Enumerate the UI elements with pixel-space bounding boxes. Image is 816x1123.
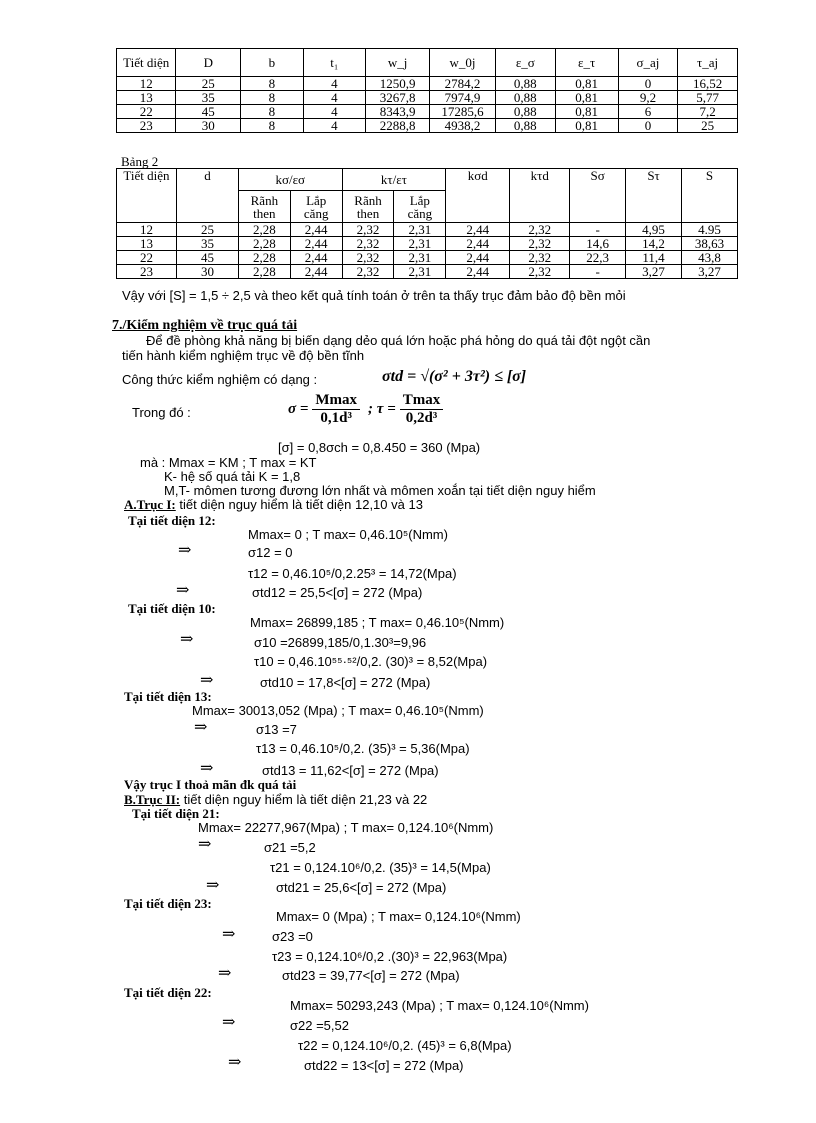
table-2-subheader-cell: Lắp căng (290, 191, 342, 223)
table-cell: 2,44 (446, 237, 510, 251)
table-cell: 14,6 (570, 237, 626, 251)
table-cell: 22 (117, 251, 177, 265)
section-13-title: Tại tiết diện 13: (124, 689, 212, 704)
section-22-line-2: σ22 =5,52 (290, 1018, 349, 1033)
table-cell: 2,32 (510, 223, 570, 237)
table-cell: 3267,8 (366, 91, 430, 105)
table-cell: 25 (678, 119, 738, 133)
table-1-header-cell: Tiết diện (117, 49, 176, 77)
table-cell: 45 (176, 251, 238, 265)
table-cell: 2,44 (290, 237, 342, 251)
table-cell: 2,44 (446, 223, 510, 237)
implies-icon: ⇒ (200, 760, 214, 777)
table-2-header-cell: S (682, 169, 738, 223)
table-cell: 9,2 (618, 91, 677, 105)
table-cell: 8 (241, 91, 303, 105)
table-cell: 0,88 (496, 105, 555, 119)
k-definition: K- hệ số quá tải K = 1,8 (164, 469, 301, 484)
implies-icon: ⇒ (222, 926, 236, 943)
section-13-line-4: σtd13 = 11,62<[σ] = 272 (Mpa) (262, 763, 439, 778)
table-cell: 2,28 (238, 223, 290, 237)
table-cell: 3,27 (682, 265, 738, 279)
implies-icon: ⇒ (222, 1014, 236, 1031)
table-cell: 2,32 (510, 265, 570, 279)
section-12-title: Tại tiết diện 12: (128, 513, 216, 528)
section-10-line-4: σtd10 = 17,8<[σ] = 272 (Mpa) (260, 675, 431, 690)
table-row (117, 223, 738, 237)
section-title: 7./Kiểm nghiệm về trục quá tải (112, 318, 298, 333)
table-cell: 23 (117, 265, 177, 279)
implies-icon: ⇒ (178, 542, 192, 559)
table-cell: - (570, 223, 626, 237)
table-2-subheader-cell: Lắp căng (394, 191, 446, 223)
table-cell: 0 (618, 119, 677, 133)
sigma-numerator: Mmax (312, 392, 360, 410)
table-cell: 0,88 (496, 119, 555, 133)
intro-line-1: Để đề phòng khả năng bị biến dạng dẻo quá lớn hoặc phá hỏng do quá tải đột ngột cần (146, 333, 651, 348)
section-22-line-4: σtd22 = 13<[σ] = 272 (Mpa) (304, 1058, 464, 1073)
table-cell: 5,77 (678, 91, 738, 105)
section-12-line-2: σ12 = 0 (248, 545, 293, 560)
table-cell: 2,31 (394, 251, 446, 265)
table-cell: 0,81 (555, 105, 618, 119)
implies-icon: ⇒ (198, 836, 212, 853)
table-2 (116, 168, 738, 279)
section-22-line-3: τ22 = 0,124.10⁶/0,2. (45)³ = 6,8(Mpa) (298, 1038, 512, 1053)
table-row (117, 91, 738, 105)
table-cell: 4 (303, 119, 366, 133)
table-2-header-cell: d (176, 169, 238, 223)
section-10-line-2: σ10 =26899,185/0,1.30³=9,96 (254, 635, 427, 650)
implies-icon: ⇒ (200, 672, 214, 689)
table-cell: 2,32 (342, 265, 394, 279)
table-row (117, 237, 738, 251)
section-22-title: Tại tiết diện 22: (124, 985, 212, 1000)
table-cell: 2,32 (342, 251, 394, 265)
table-cell: 2,44 (290, 265, 342, 279)
table-cell: 7,2 (678, 105, 738, 119)
mt-definition: M,T- mômen tương đương lớn nhất và mômen xoắn tại tiết diện nguy hiểm (164, 483, 596, 498)
tau-numerator: Tmax (400, 392, 444, 410)
table-cell: 30 (176, 119, 241, 133)
table-cell: 8 (241, 119, 303, 133)
table-cell: 1250,9 (366, 77, 430, 91)
table-cell: 22,3 (570, 251, 626, 265)
table-1-header-cell: ε_τ (555, 49, 618, 77)
table-1-header-cell: σ_aj (618, 49, 677, 77)
tau-denominator: 0,2d³ (405, 410, 438, 426)
section-23-line-2: σ23 =0 (272, 929, 313, 944)
section-23-title: Tại tiết diện 23: (124, 896, 212, 911)
table-row (117, 119, 738, 133)
implies-icon: ⇒ (176, 582, 190, 599)
table-cell: 12 (117, 77, 176, 91)
table-cell: 4 (303, 91, 366, 105)
table-cell: 35 (176, 237, 238, 251)
table-cell: 2,44 (290, 223, 342, 237)
table-cell: 25 (176, 77, 241, 91)
table-2-subheader-cell: Rãnh then (342, 191, 394, 223)
table-2-caption: Bảng 2 (121, 154, 159, 169)
table-row (117, 105, 738, 119)
axis-1-label: A.Trục I: (124, 497, 176, 512)
section-21-title: Tại tiết diện 21: (132, 806, 220, 821)
section-23-line-3: τ23 = 0,124.10⁶/0,2 .(30)³ = 22,963(Mpa) (272, 949, 508, 964)
section-21-line-4: σtd21 = 25,6<[σ] = 272 (Mpa) (276, 880, 447, 895)
table-cell: 22 (117, 105, 176, 119)
section-22-line-1: Mmax= 50293,243 (Mpa) ; T max= 0,124.10⁶(Nmm) (290, 998, 589, 1013)
table-cell: 8 (241, 77, 303, 91)
section-10-line-1: Mmax= 26899,185 ; T max= 0,46.10⁵(Nmm) (250, 615, 505, 630)
stress-formulas (288, 392, 443, 427)
table-2-header (117, 169, 738, 191)
table-cell: 6 (618, 105, 677, 119)
table-2-header-cell: kσ/εσ (238, 169, 342, 191)
table-cell: 0,88 (496, 77, 555, 91)
table-1-header-cell: w_j (366, 49, 430, 77)
table-1-header-cell: τ_aj (678, 49, 738, 77)
table-2-header-cell: Sτ (626, 169, 682, 223)
formula-main: σtd = √(σ² + 3τ²) ≤ [σ] (382, 368, 527, 385)
section-13-line-3: τ13 = 0,46.10⁵/0,2. (35)³ = 5,36(Mpa) (256, 741, 470, 756)
sigma-eq: σ = (288, 401, 309, 417)
section-23-line-4: σtd23 = 39,77<[σ] = 272 (Mpa) (282, 968, 460, 983)
table-cell: 2,44 (446, 251, 510, 265)
table-cell: 13 (117, 91, 176, 105)
table-conclusion: Vậy với [S] = 1,5 ÷ 2,5 và theo kết quả tính toán ở trên ta thấy trục đảm bảo độ bền mỏi (122, 288, 626, 303)
table-cell: 0,81 (555, 77, 618, 91)
axis-2-desc: tiết diện nguy hiểm là tiết diện 21,23 và 22 (180, 792, 428, 807)
table-cell: 0 (618, 77, 677, 91)
table-1-header-cell: t₁ (303, 49, 366, 77)
section-12-line-3: τ12 = 0,46.10⁵/0,2.25³ = 14,72(Mpa) (248, 566, 457, 581)
table-cell: 2,28 (238, 265, 290, 279)
table-cell: 0,81 (555, 91, 618, 105)
table-cell: 23 (117, 119, 176, 133)
table-cell: 38,63 (682, 237, 738, 251)
table-cell: 11,4 (626, 251, 682, 265)
table-cell: 2,44 (446, 265, 510, 279)
allowable-stress: [σ] = 0,8σch = 0,8.450 = 360 (Mpa) (278, 440, 481, 455)
section-21-line-3: τ21 = 0,124.10⁶/0,2. (35)³ = 14,5(Mpa) (270, 860, 491, 875)
table-cell: 7974,9 (430, 91, 496, 105)
section-13-line-2: σ13 =7 (256, 722, 297, 737)
section-10-title: Tại tiết diện 10: (128, 601, 216, 616)
table-cell: 4,95 (626, 223, 682, 237)
table-cell: 2,32 (510, 251, 570, 265)
table-cell: 2,31 (394, 223, 446, 237)
table-cell: 8 (241, 105, 303, 119)
table-cell: 3,27 (626, 265, 682, 279)
section-21-line-2: σ21 =5,2 (264, 840, 316, 855)
table-cell: 45 (176, 105, 241, 119)
table-cell: 2,44 (290, 251, 342, 265)
table-row (117, 77, 738, 91)
table-cell: 4.95 (682, 223, 738, 237)
table-cell: 4938,2 (430, 119, 496, 133)
table-2-header-cell: kσd (446, 169, 510, 223)
section-21-line-1: Mmax= 22277,967(Mpa) ; T max= 0,124.10⁶(Nmm) (198, 820, 494, 835)
table-cell: 2,32 (342, 223, 394, 237)
formula-label: Công thức kiểm nghiệm có dạng : (122, 372, 318, 387)
implies-icon: ⇒ (228, 1054, 242, 1071)
implies-icon: ⇒ (180, 631, 194, 648)
table-cell: 0,81 (555, 119, 618, 133)
table-cell: 16,52 (678, 77, 738, 91)
table-2-header-cell: kτd (510, 169, 570, 223)
table-cell: 25 (176, 223, 238, 237)
tau-eq: ; τ = (368, 401, 396, 417)
table-1-header (117, 49, 738, 77)
table-cell: 30 (176, 265, 238, 279)
table-cell: 13 (117, 237, 177, 251)
table-1-header-cell: ε_σ (496, 49, 555, 77)
table-cell: 12 (117, 223, 177, 237)
table-2-header-cell: kτ/ετ (342, 169, 446, 191)
table-1 (116, 48, 738, 133)
table-1-header-cell: D (176, 49, 241, 77)
table-2-subheader-cell: Rãnh then (238, 191, 290, 223)
table-cell: 17285,6 (430, 105, 496, 119)
table-cell: 2,32 (510, 237, 570, 251)
table-1-header-cell: b (241, 49, 303, 77)
ma-line: mà : Mmax = KM ; T max = KT (140, 455, 317, 470)
table-cell: 2,28 (238, 251, 290, 265)
table-cell: 35 (176, 91, 241, 105)
table-cell: 2784,2 (430, 77, 496, 91)
table-row (117, 251, 738, 265)
trong-do-label: Trong đó : (132, 405, 191, 420)
axis-1-heading (124, 497, 423, 513)
table-cell: 4 (303, 105, 366, 119)
implies-icon: ⇒ (194, 719, 208, 736)
table-cell: 2,28 (238, 237, 290, 251)
table-cell: 0,88 (496, 91, 555, 105)
table-cell: 2,32 (342, 237, 394, 251)
implies-icon: ⇒ (218, 965, 232, 982)
sigma-denominator: 0,1d³ (320, 410, 353, 426)
axis-1-desc: tiết diện nguy hiểm là tiết diện 12,10 và 13 (175, 497, 423, 512)
table-cell: 43,8 (682, 251, 738, 265)
table-cell: 8343,9 (366, 105, 430, 119)
table-cell: 2,31 (394, 265, 446, 279)
table-cell: - (570, 265, 626, 279)
table-row (117, 265, 738, 279)
axis-2-label: B.Trục II: (124, 792, 181, 807)
table-2-header-cell: Tiết diện (117, 169, 177, 223)
table-cell: 4 (303, 77, 366, 91)
section-23-line-1: Mmax= 0 (Mpa) ; T max= 0,124.10⁶(Nmm) (276, 909, 521, 924)
section-12-line-4: σtd12 = 25,5<[σ] = 272 (Mpa) (252, 585, 423, 600)
sigma-fraction (312, 392, 360, 427)
table-2-header-cell: Sσ (570, 169, 626, 223)
axis-1-conclusion: Vậy trục I thoả mãn đk quá tải (124, 777, 297, 792)
section-10-line-3: τ10 = 0,46.10⁵⁵·⁵²/0,2. (30)³ = 8,52(Mpa) (254, 654, 488, 669)
table-cell: 14,2 (626, 237, 682, 251)
table-cell: 2288,8 (366, 119, 430, 133)
implies-icon: ⇒ (206, 877, 220, 894)
intro-line-2: tiến hành kiểm nghiệm trục về độ bền tĩnh (122, 348, 365, 363)
section-13-line-1: Mmax= 30013,052 (Mpa) ; T max= 0,46.10⁵(Nmm) (192, 703, 484, 718)
table-1-header-cell: w_0j (430, 49, 496, 77)
table-cell: 2,31 (394, 237, 446, 251)
section-12-line-1: Mmax= 0 ; T max= 0,46.10⁵(Nmm) (248, 527, 448, 542)
tau-fraction (400, 392, 444, 427)
